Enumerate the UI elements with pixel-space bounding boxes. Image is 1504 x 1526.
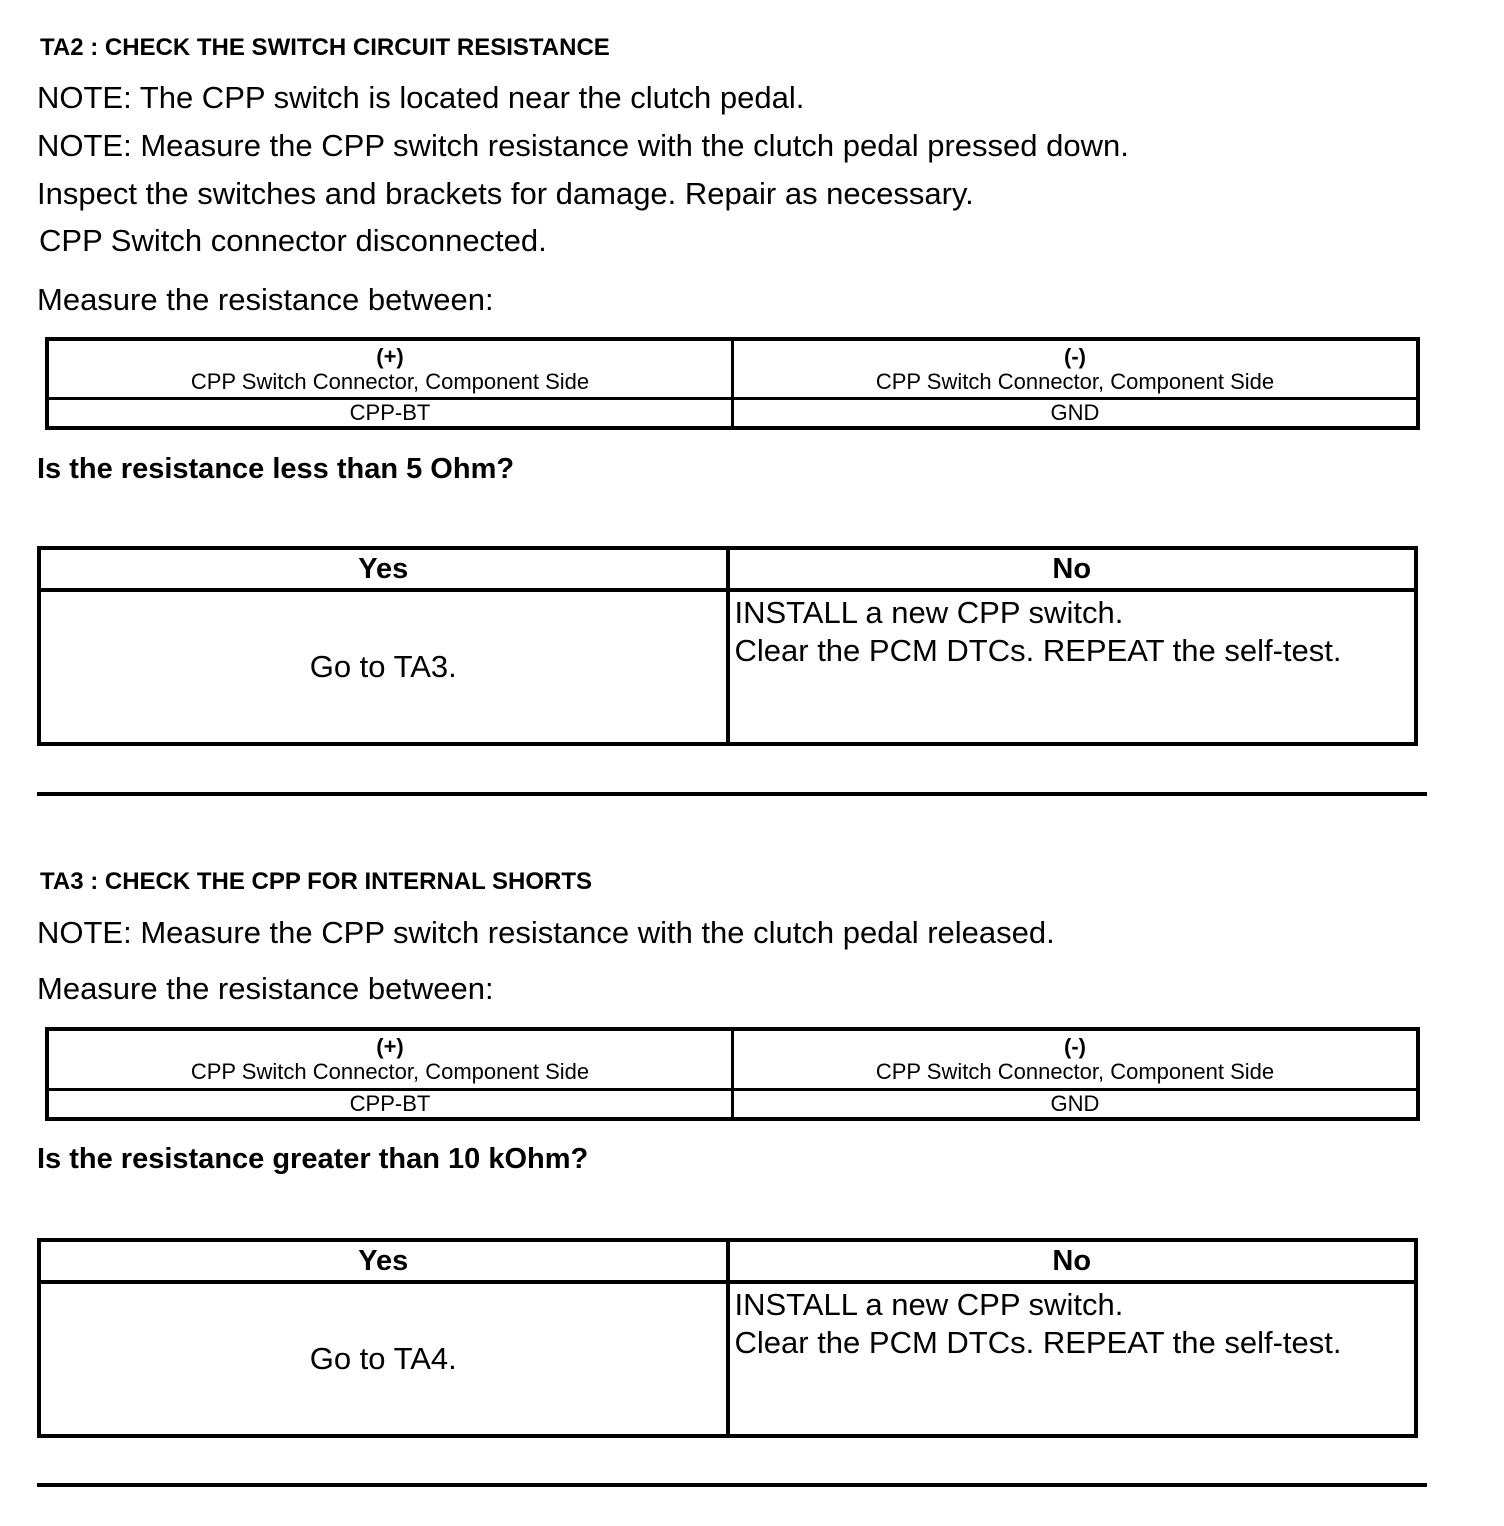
- note-measure-released: NOTE: Measure the CPP switch resistance with the clutch pedal released.: [37, 915, 1055, 950]
- no-action: [728, 1282, 1417, 1436]
- inspect-instruction: Inspect the switches and brackets for damage. Repair as necessary.: [37, 176, 974, 211]
- negative-pin: GND: [733, 1089, 1419, 1119]
- question-ta2: Is the resistance less than 5 Ohm?: [37, 453, 515, 485]
- note-cpp-location: NOTE: The CPP switch is located near the clutch pedal.: [37, 80, 805, 115]
- yes-action: Go to TA3.: [39, 590, 728, 744]
- measurement-table-ta2: [45, 337, 1420, 430]
- negative-connector-label: CPP Switch Connector, Component Side: [875, 1059, 1275, 1085]
- question-ta3: Is the resistance greater than 10 kOhm?: [37, 1143, 589, 1175]
- no-action-line2: Clear the PCM DTCs. REPEAT the self-test.: [734, 633, 1342, 668]
- positive-sign: (+): [376, 343, 404, 369]
- positive-sign: (+): [376, 1034, 404, 1060]
- negative-connector-label: CPP Switch Connector, Component Side: [875, 368, 1275, 394]
- no-action-line2: Clear the PCM DTCs. REPEAT the self-test.: [734, 1325, 1342, 1360]
- no-action: [728, 590, 1417, 744]
- connector-disconnected: CPP Switch connector disconnected.: [39, 223, 547, 258]
- decision-table-ta3: [37, 1238, 1418, 1438]
- no-header: No: [728, 1240, 1417, 1282]
- negative-sign: (-): [1064, 1034, 1086, 1060]
- positive-pin: CPP-BT: [47, 1089, 733, 1119]
- section-heading-ta2: TA2 : CHECK THE SWITCH CIRCUIT RESISTANCE: [40, 34, 610, 61]
- note-measure-pressed: NOTE: Measure the CPP switch resistance with the clutch pedal pressed down.: [37, 128, 1129, 163]
- yes-action: Go to TA4.: [39, 1282, 728, 1436]
- no-action-line1: INSTALL a new CPP switch.: [734, 595, 1124, 630]
- positive-terminal-header: [47, 339, 733, 398]
- no-header: No: [728, 548, 1417, 590]
- positive-connector-label: CPP Switch Connector, Component Side: [190, 1059, 590, 1085]
- section-heading-ta3: TA3 : CHECK THE CPP FOR INTERNAL SHORTS: [40, 868, 593, 895]
- yes-header: Yes: [39, 548, 728, 590]
- negative-pin: GND: [733, 398, 1419, 428]
- section-divider: [37, 792, 1427, 796]
- positive-pin: CPP-BT: [47, 398, 733, 428]
- measurement-table-ta3: [45, 1027, 1420, 1121]
- no-action-line1: INSTALL a new CPP switch.: [734, 1287, 1124, 1322]
- negative-sign: (-): [1064, 343, 1086, 369]
- section-divider: [37, 1483, 1427, 1487]
- yes-header: Yes: [39, 1240, 728, 1282]
- negative-terminal-header: [733, 1029, 1419, 1089]
- measure-between-label: Measure the resistance between:: [37, 971, 494, 1006]
- negative-terminal-header: [733, 339, 1419, 398]
- measure-between-label: Measure the resistance between:: [37, 282, 494, 317]
- decision-table-ta2: [37, 546, 1418, 746]
- positive-connector-label: CPP Switch Connector, Component Side: [190, 368, 590, 394]
- positive-terminal-header: [47, 1029, 733, 1089]
